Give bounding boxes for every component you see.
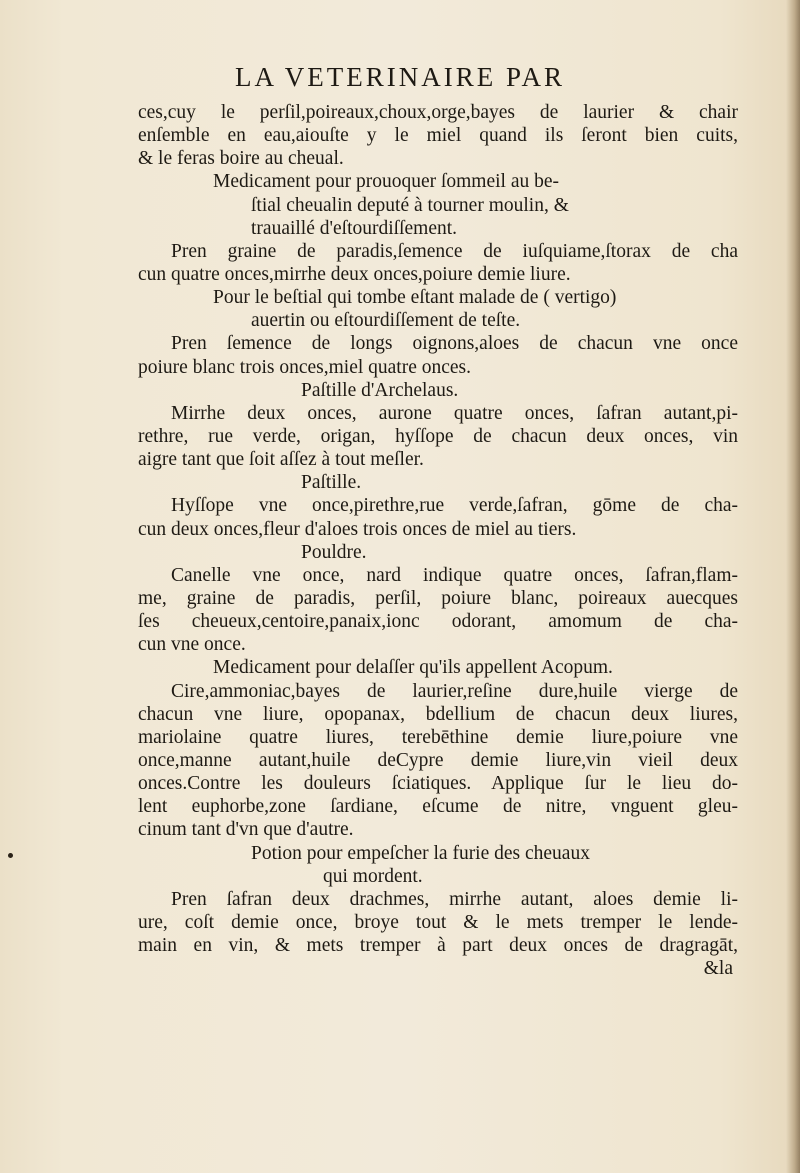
catchword: &la — [703, 958, 733, 980]
heading-line: Paſtille. — [301, 472, 362, 494]
heading-line: Pour le beſtial qui tombe eſtant malade de ( vertigo) — [213, 287, 617, 309]
text-line: Canelle vne once, nard indique quatre onces, ſafran,flam- — [171, 564, 738, 586]
text-line: onces.Contre les douleurs ſciatiques. Applique ſur le lieu do- — [138, 773, 738, 795]
text-line: cun vne once. — [138, 634, 246, 656]
text-line: main en vin, & mets tremper à part deux onces de dragragāt, — [138, 935, 738, 957]
text-line: aigre tant que ſoit aſſez à tout meſler. — [138, 449, 424, 471]
text-line: cun quatre onces,mirrhe deux onces,poiure demie liure. — [138, 263, 571, 285]
text-line: cinum tant d'vn que d'autre. — [138, 819, 354, 841]
heading-line: Medicament pour delaſſer qu'ils appellent Acopum. — [213, 657, 613, 679]
heading-line: qui mordent. — [323, 865, 423, 887]
text-line: me, graine de paradis, perſil, poiure blanc, poireaux auecques — [138, 587, 738, 609]
text-line: ſes cheueux,centoire,panaix,ionc odorant, amomum de cha- — [138, 611, 738, 633]
running-head: LA VETERINAIRE PAR — [234, 62, 566, 92]
text-line: Cire,ammoniac,bayes de laurier,reſine dure,huile vierge de — [171, 680, 738, 702]
text-line: lent euphorbe,zone ſardiane, eſcume de nitre, vnguent gleu- — [138, 796, 738, 818]
text-line: Pren graine de paradis,ſemence de iuſquiame,ſtorax de cha — [171, 240, 738, 262]
text-line: Hyſſope vne once,pirethre,rue verde,ſafran, gōme de cha- — [171, 495, 738, 517]
text-line: Pren ſemence de longs oignons,aloes de chacun vne once — [171, 333, 738, 355]
text-line: Pren ſafran deux drachmes, mirrhe autant, aloes demie li- — [171, 888, 738, 910]
heading-line: ſtial cheualin deputé à tourner moulin, & — [251, 194, 569, 216]
text-line: once,manne autant,huile deCypre demie liure,vin vieil deux — [138, 749, 738, 771]
margin-mark — [8, 853, 13, 858]
heading-line: Potion pour empeſcher la furie des cheuaux — [251, 842, 590, 864]
text-line: mariolaine quatre liures, terebēthine demie liure,poiure vne — [138, 726, 738, 748]
text-line: rethre, rue verde, origan, hyſſope de chacun deux onces, vin — [138, 425, 738, 447]
text-line: poiure blanc trois onces,miel quatre onces. — [138, 356, 472, 378]
text-line: Mirrhe deux onces, aurone quatre onces, ſafran autant,pi- — [171, 402, 738, 424]
heading-line: Pouldre. — [301, 541, 367, 563]
text-line: & le feras boire au cheual. — [138, 148, 344, 170]
heading-line: auertin ou eſtourdiſſement de teſte. — [251, 310, 521, 332]
page-edge-shadow — [786, 0, 800, 1173]
heading-line: Paſtille d'Archelaus. — [301, 379, 459, 401]
text-line: enſemble en eau,aiouſte y le miel quand ils ſeront bien cuits, — [138, 125, 738, 147]
text-line: cun deux onces,fleur d'aloes trois onces de miel au tiers. — [138, 518, 577, 540]
text-line: ure, coſt demie once, broye tout & le mets tremper le lende- — [138, 911, 738, 933]
body-text — [138, 101, 738, 980]
text-line: ces,cuy le perſil,poireaux,choux,orge,bayes de laurier & chair — [138, 102, 738, 123]
heading-line: trauaillé d'eſtourdiſſement. — [251, 217, 458, 239]
heading-line: Medicament pour prouoquer ſommeil au be- — [213, 171, 560, 193]
text-line: chacun vne liure, opopanax, bdellium de chacun deux liures, — [138, 703, 738, 725]
